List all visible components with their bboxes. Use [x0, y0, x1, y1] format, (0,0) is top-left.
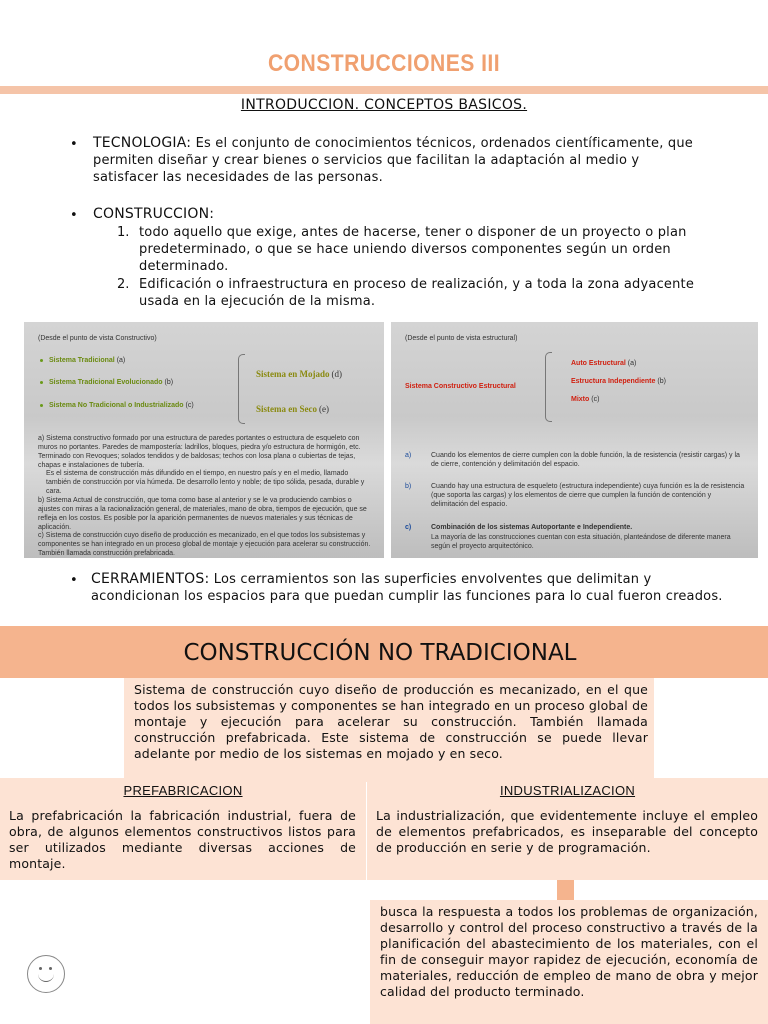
bullet-dot: •	[70, 137, 78, 152]
option-tag: (a)	[627, 360, 637, 367]
structural-option	[571, 395, 599, 404]
option-name: Auto Estructural	[571, 360, 626, 367]
system-item	[40, 356, 125, 365]
bullet-dot: •	[70, 573, 78, 588]
note-paragraph: La mayoría de las construcciones cuentan con esta situación, planteándose de diferente manera según el proyecto arquitectónico.	[431, 534, 731, 550]
method-tag: (d)	[331, 369, 342, 379]
note-paragraph: Cuando los elementos de cierre cumplen con la doble función, la de resistencia (resistir cargas) y la de cierre, contención y delimitación del espacio.	[431, 452, 740, 468]
method-item	[256, 405, 329, 415]
constructive-systems-panel	[24, 322, 384, 558]
note-paragraph: Cuando hay una estructura de esqueleto (estructura independiente) cuya función es la de resistencia (que soporta las cargas) y los elementos de cierre que cumplen la función de contención y delimitación del espacio.	[431, 483, 745, 508]
note-tag: b)	[405, 483, 412, 490]
main-system-label: Sistema Constructivo Estructural	[405, 383, 516, 390]
eye-shape	[49, 967, 52, 970]
option-name: Estructura Independiente	[571, 378, 656, 385]
note-tag: a)	[405, 452, 412, 459]
structural-option	[571, 359, 636, 368]
page-subtitle: INTRODUCCION. CONCEPTOS BASICOS.	[240, 97, 528, 113]
list-number: 2.	[117, 277, 130, 292]
option-name: Mixto	[571, 396, 590, 403]
connector-bar	[557, 880, 574, 900]
brace-icon	[545, 352, 552, 422]
system-tag: (a)	[116, 357, 126, 364]
system-name: Sistema Tradicional Evolucionado	[49, 379, 163, 386]
cerramientos-text: Los cerramientos son las superficies envolventes que delimitan y acondicionan los espacios para que puedan cumplir las funciones para lo cual fueron creados.	[91, 572, 723, 604]
structural-systems-panel	[391, 322, 758, 558]
system-tag: (c)	[185, 402, 194, 409]
bullet-icon	[40, 381, 43, 384]
panel-heading: (Desde el punto de vista estructural)	[405, 335, 518, 342]
system-name: Sistema Tradicional	[49, 357, 115, 364]
definition-box: Sistema de construcción cuyo diseño de producción es mecanizado, en el que todos los subsistemas y componentes se han integrado en un proceso global de montaje y ejecución para acelerar su construcción. También llamada construcción prefabricada. Este sistema de construcción se puede llevar adelante por medio de los sistemas en mojado y en seco.	[124, 678, 654, 782]
structural-option	[571, 377, 666, 386]
bullet-dot: •	[70, 208, 78, 223]
tecnologia-paragraph	[93, 135, 698, 186]
system-item	[40, 378, 173, 387]
bullet-icon	[40, 404, 43, 407]
construccion-item-2: Edificación o infraestructura en proceso de realización, y a toda la zona adyacente usada en la ejecución de la misma.	[139, 277, 695, 309]
note-paragraph: c) Sistema de construcción cuyo diseño de producción es mecanizado, en el que todos los subsistemas y componentes se han integrado en un proceso global de montaje y ejecución para acelerar su construcción. También llamada construcción prefabricada.	[38, 532, 371, 557]
tecnologia-term: TECNOLOGIA:	[93, 135, 192, 151]
cerramientos-paragraph	[91, 571, 731, 605]
system-name: Sistema No Tradicional o Industrializado	[49, 402, 184, 409]
goal-text: busca la respuesta a todos los problemas de organización, desarrollo y control del proceso constructivo a través de la planificación del abastecimiento de los materiales, con el fin de conseguir mayor rapidez de ejecución, economía de materiales, reducción de empleo de mano de obra y mejor calidad del producto terminado.	[380, 904, 758, 999]
note-paragraph: b) Sistema Actual de construcción, que toma como base al anterior y se le va produciendo cambios o ajustes con miras a la racionalización general, de materiales, mano de obra, tiempos de ejecución, que se refleja en los costos. Es posible por la aparición permanentes de nuevos materiales y sus técnicas de aplicación.	[38, 497, 367, 531]
page-title: CONSTRUCCIONES III	[267, 50, 501, 77]
indust-title: INDUSTRIALIZACION	[499, 783, 636, 798]
mouth-shape	[38, 973, 54, 982]
construccion-item-1: todo aquello que exige, antes de hacerse, tener o disponer de un proyecto o plan predeterminado, o que se hace uniendo diversos componentes según un orden determinado.	[139, 225, 687, 274]
method-item	[256, 370, 342, 380]
method-name: Sistema en Mojado	[256, 369, 330, 379]
tecnologia-text: Es el conjunto de conocimientos técnicos, ordenados científicamente, que permiten diseñar y crear bienes o servicios que facilitan la adaptación al medio y satisfacer las necesidades de las personas.	[93, 136, 693, 185]
prefab-title: PREFABRICACION	[123, 783, 243, 798]
option-tag: (b)	[657, 378, 666, 385]
panel-heading: (Desde el punto de vista Constructivo)	[38, 335, 157, 342]
system-item	[40, 401, 194, 410]
smiley-icon	[27, 955, 65, 993]
option-tag: (c)	[591, 396, 600, 403]
title-rule	[0, 86, 768, 94]
cerramientos-term: CERRAMIENTOS:	[91, 571, 210, 587]
note-paragraph: Combinación de los sistemas Autoportante e Independiente.	[431, 524, 633, 531]
section-title: CONSTRUCCIÓN NO TRADICIONAL	[183, 640, 577, 666]
list-number: 1.	[117, 225, 130, 240]
construccion-term: CONSTRUCCION:	[93, 206, 215, 222]
note-tag: c)	[405, 524, 412, 531]
method-name: Sistema en Seco	[256, 404, 317, 414]
method-tag: (e)	[318, 404, 329, 414]
system-tag: (b)	[164, 379, 174, 386]
bullet-icon	[40, 359, 43, 362]
eye-shape	[39, 967, 42, 970]
brace-icon	[238, 354, 245, 424]
note-paragraph: a) Sistema constructivo formado por una estructura de paredes portantes o estructura de esqueleto con muros no portantes. Paredes de mampostería: ladrillos, bloques, piedra y/o estructura de hormigón, etc. Terminado con Revoques; solados tendidos y de baldosas; techos con losa plana o cubiertas de tejas, chapas e instalaciones de tubería.	[38, 435, 361, 469]
prefab-text: La prefabricación la fabricación industrial, fuera de obra, de algunos elementos constructivos listos para ser utilizados mediante diversas acciones de montaje.	[9, 808, 356, 871]
note-paragraph: Es el sistema de construcción más difundido en el tiempo, en nuestro país y en el medio, llamado también de construcción por vía húmeda. De desarrollo lento y noble; de tipo sólida, pesada, durable y cara.	[46, 470, 365, 495]
indust-text: La industrialización, que evidentemente incluye el empleo de elementos prefabricados, es inseparable del concepto de producción en serie y de programación.	[376, 808, 758, 855]
